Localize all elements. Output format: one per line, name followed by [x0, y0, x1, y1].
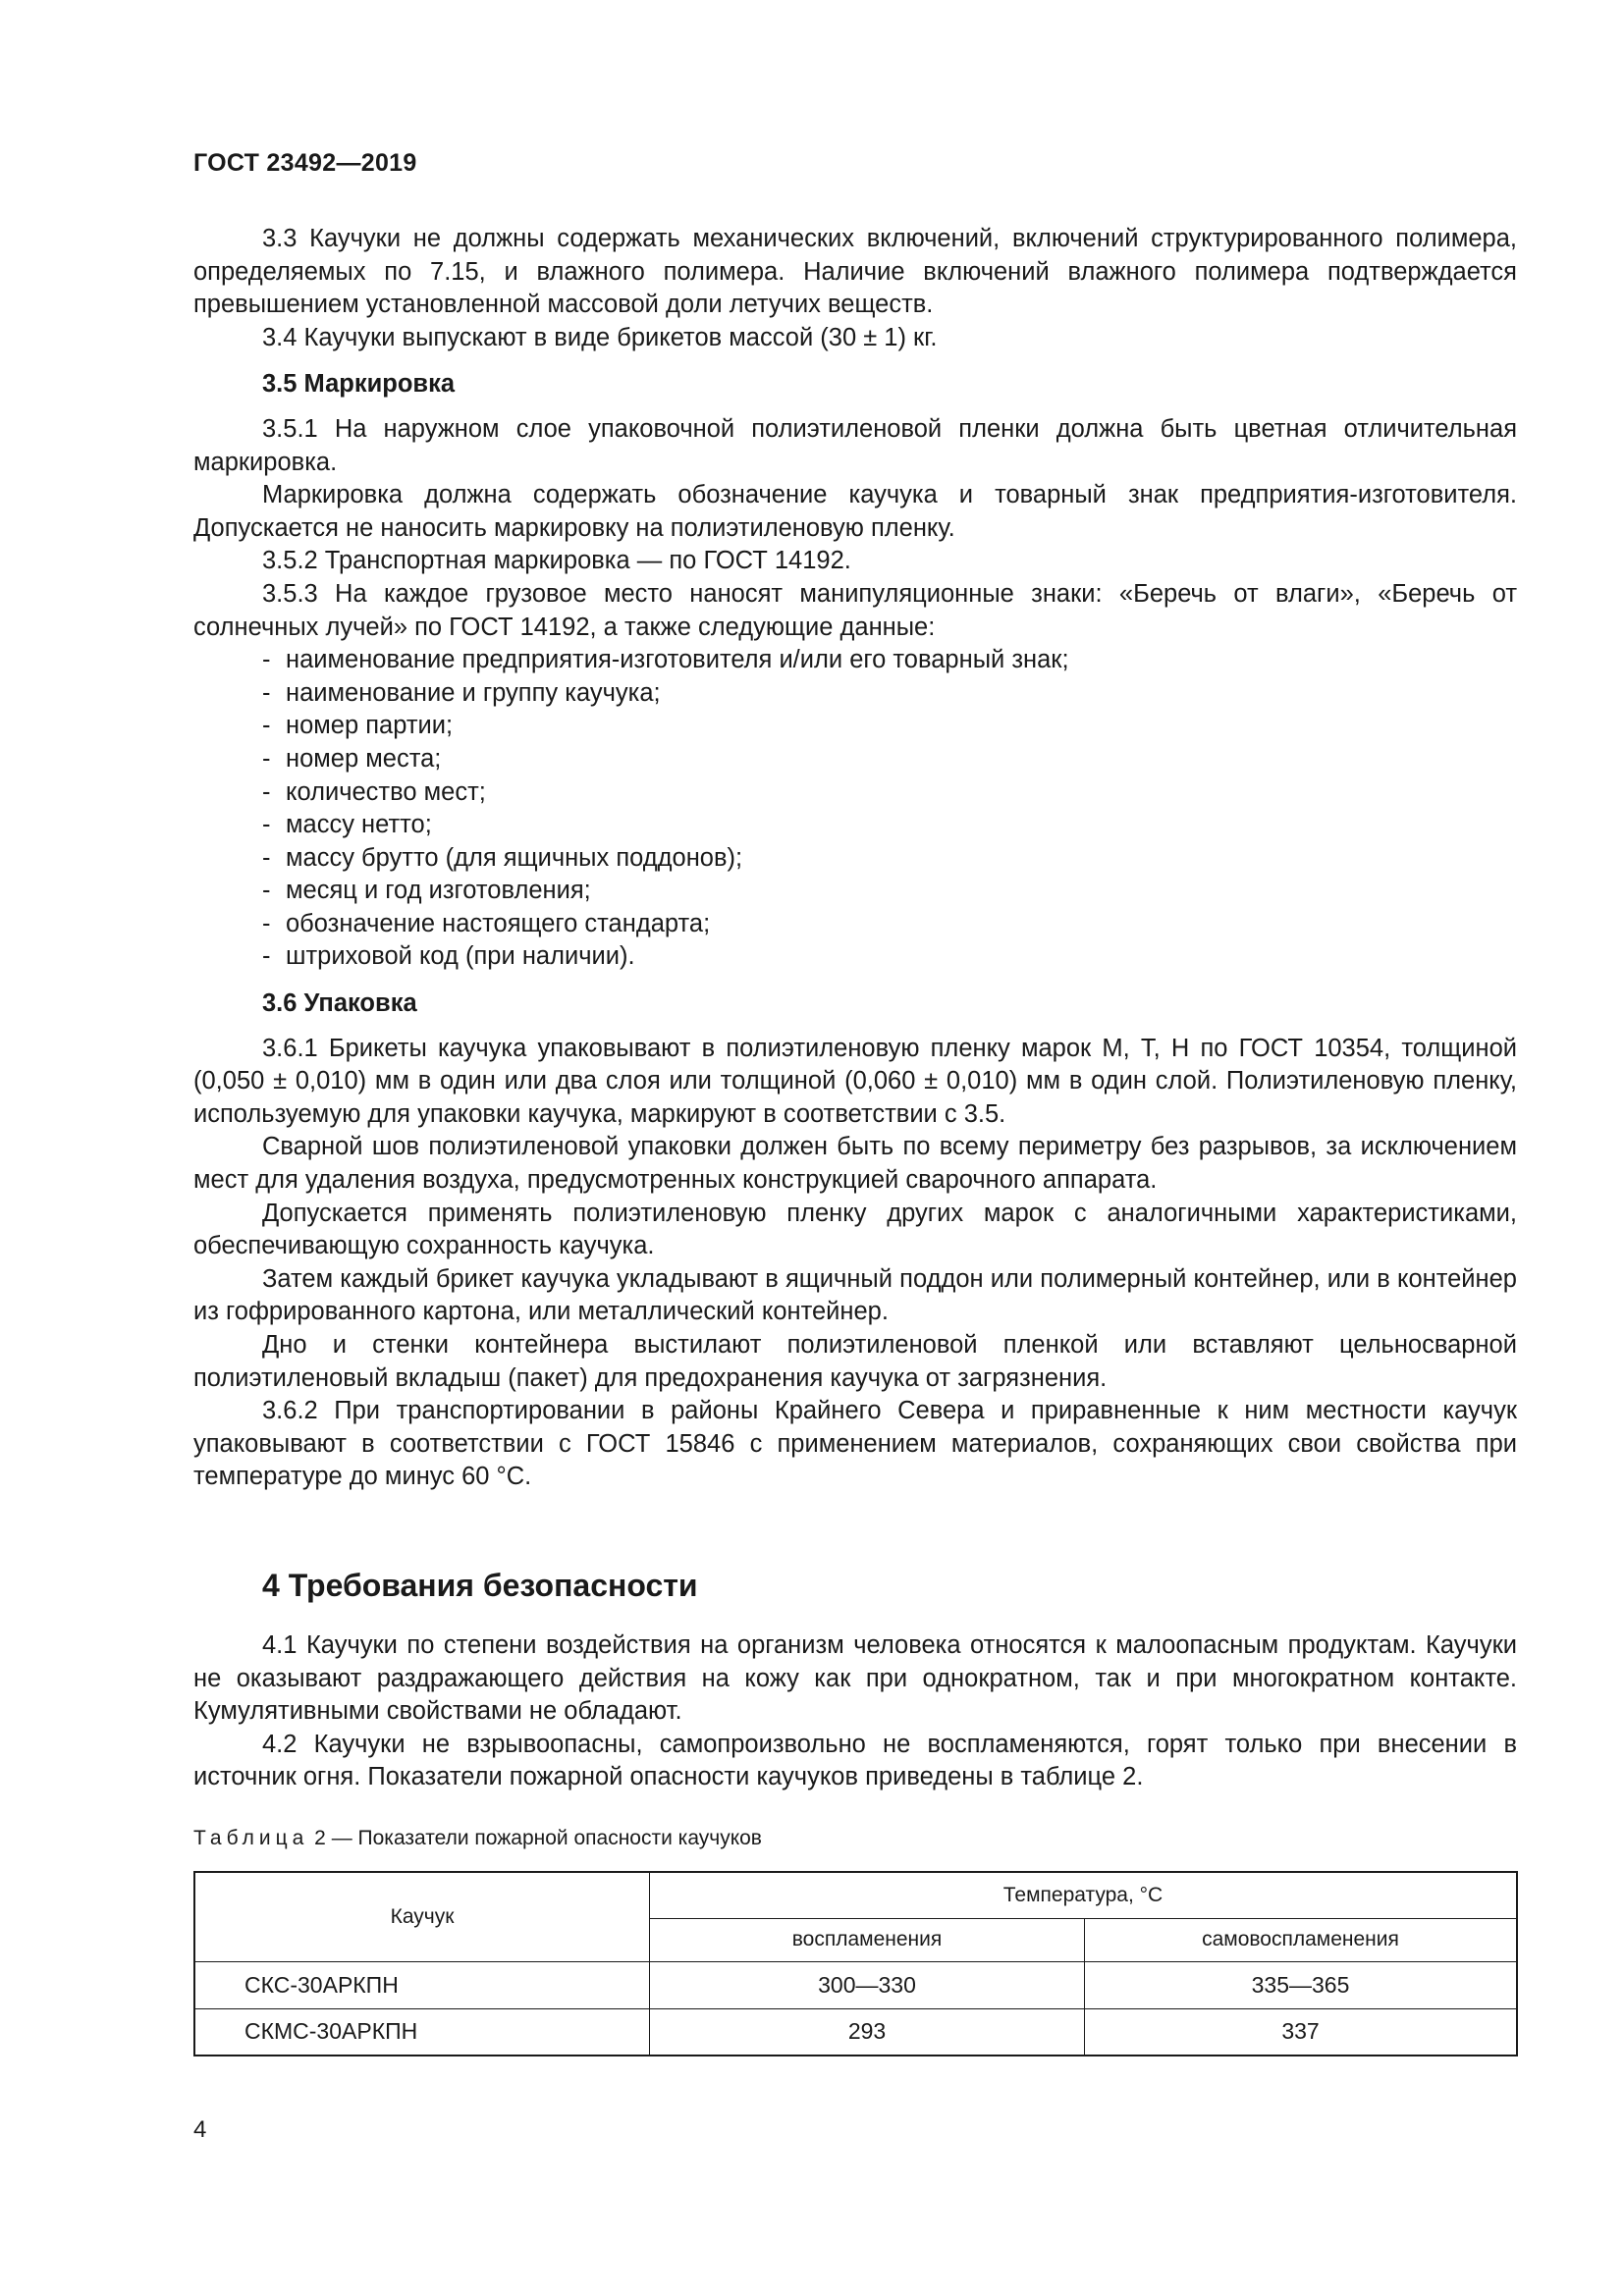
fire-hazard-table [193, 1871, 1518, 2056]
section-4-text [193, 1629, 1517, 1794]
marking-list [193, 644, 1517, 974]
cell-rubber: СКС-30АРКПН [194, 1961, 650, 2008]
subheading-3-6: 3.6 Упаковка [262, 989, 417, 1018]
paragraph-3-5-2: 3.5.2 Транспортная маркировка — по ГОСТ 14192. [262, 547, 851, 575]
table-caption [193, 1827, 762, 1850]
list-dash: - [262, 646, 271, 674]
subheading-3-5: 3.5 Маркировка [262, 370, 456, 399]
header-temperature: Температура, °С [650, 1872, 1518, 1918]
list-dash: - [262, 744, 271, 773]
table-caption-text: 2 — Показатели пожарной опасности каучуков [308, 1827, 762, 1849]
paragraph-4-1: 4.1 Каучуки по степени воздействия на организм человека относятся к малоопасным продуктам. Каучуки не оказывают раздражающего действия на кожу как при однократном, так и при многократном контакте. Кумулятивными свойствами не обладают. [193, 1631, 1517, 1726]
list-item: - массу нетто; [193, 809, 1517, 842]
list-dash: - [262, 811, 271, 839]
list-dash: - [262, 942, 271, 971]
paragraph-3-5-1: 3.5.1 На наружном слое упаковочной полиэтиленовой пленки должна быть цветная отличительная маркировка. [193, 414, 1517, 476]
header-self-ignition: самовоспламенения [1085, 1918, 1518, 1961]
list-item: - количество мест; [193, 776, 1517, 810]
document-header: ГОСТ 23492—2019 [193, 149, 417, 177]
cell-self-ignition: 335—365 [1085, 1961, 1518, 2008]
paragraph-3-5-3: 3.5.3 На каждое грузовое место наносят манипуляционные знаки: «Беречь от влаги», «Беречь от солнечных лучей» по ГОСТ 14192, а также следующие данные: [193, 579, 1517, 641]
paragraph-3-4: 3.4 Каучуки выпускают в виде брикетов массой (30 ± 1) кг. [262, 323, 938, 351]
list-dash: - [262, 909, 271, 937]
paragraph-3-6-1b: Сварной шов полиэтиленовой упаковки должен быть по всему периметру без разрывов, за исключением мест для удаления воздуха, предусмотренных конструкцией сварочного аппарата. [193, 1133, 1517, 1195]
section-heading-4: 4 Требования безопасности [262, 1568, 698, 1603]
header-ignition: воспламенения [650, 1918, 1085, 1961]
table-row [194, 2008, 1517, 2056]
cell-self-ignition: 337 [1085, 2008, 1518, 2056]
list-item: - номер партии; [193, 710, 1517, 743]
list-dash: - [262, 877, 271, 905]
list-item: - наименование предприятия-изготовителя и/или его товарный знак; [193, 644, 1517, 677]
paragraph-4-2: 4.2 Каучуки не взрывоопасны, самопроизвольно не воспламеняются, горят только при внесении в источник огня. Показатели пожарной опасности каучуков приведены в таблице 2. [193, 1730, 1517, 1791]
list-dash: - [262, 777, 271, 806]
list-dash: - [262, 678, 271, 707]
paragraph-3-6-1: 3.6.1 Брикеты каучука упаковывают в полиэтиленовую пленку марок М, Т, Н по ГОСТ 10354, толщиной (0,050 ± 0,010) мм в один или два слоя или толщиной (0,060 ± 0,010) мм в один слой. Полиэтиленовую пленку, используемую для упаковки каучука, маркируют в соответствии с 3.5. [193, 1034, 1517, 1128]
table-row [194, 1961, 1517, 2008]
list-dash: - [262, 843, 271, 872]
cell-ignition: 293 [650, 2008, 1085, 2056]
list-item: - месяц и год изготовления; [193, 875, 1517, 908]
paragraph-3-6-1d: Затем каждый брикет каучука укладывают в ящичный поддон или полимерный контейнер, или в контейнер из гофрированного картона, или металлический контейнер. [193, 1264, 1517, 1326]
list-item: - обозначение настоящего стандарта; [193, 908, 1517, 941]
paragraph-3-5-1b: Маркировка должна содержать обозначение каучука и товарный знак предприятия-изготовителя. Допускается не наносить маркировку на полиэтиленовую пленку. [193, 481, 1517, 542]
header-rubber: Каучук [194, 1872, 650, 1961]
list-item: - номер места; [193, 743, 1517, 776]
paragraph-3-6-1c: Допускается применять полиэтиленовую пленку других марок с аналогичными характеристиками, обеспечивающую сохранность каучука. [193, 1199, 1517, 1260]
table-caption-word: Таблица [193, 1827, 309, 1849]
main-text [193, 223, 1517, 1494]
page-number: 4 [193, 2116, 207, 2143]
paragraph-3-3: 3.3 Каучуки не должны содержать механических включений, включений структурированного полимера, определяемых по 7.15, и влажного полимера. Наличие включений влажного полимера подтверждается превышением установленной массовой доли летучих веществ. [193, 225, 1517, 319]
list-dash: - [262, 712, 271, 740]
list-item: - наименование и группу каучука; [193, 677, 1517, 711]
list-item: - штриховой код (при наличии). [193, 940, 1517, 974]
cell-ignition: 300—330 [650, 1961, 1085, 2008]
cell-rubber: СКМС-30АРКПН [194, 2008, 650, 2056]
paragraph-3-6-1e: Дно и стенки контейнера выстилают полиэтиленовой пленкой или вставляют цельносварной полиэтиленовый вкладыш (пакет) для предохранения каучука от загрязнения. [193, 1331, 1517, 1392]
list-item: - массу брутто (для ящичных поддонов); [193, 842, 1517, 876]
paragraph-3-6-2: 3.6.2 При транспортировании в районы Крайнего Севера и приравненные к ним местности каучук упаковывают в соответствии с ГОСТ 15846 с применением материалов, сохраняющих свои свойства при температуре до минус 60 °С. [193, 1397, 1517, 1491]
